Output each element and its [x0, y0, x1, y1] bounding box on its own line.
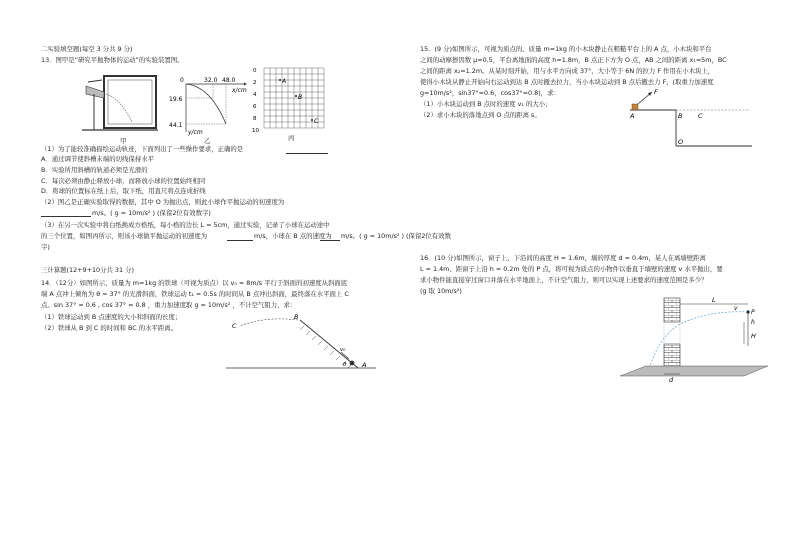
- q13-option-d: D．将球的位置标在纸上后，取下纸，用直尺将点连成折线: [41, 187, 206, 195]
- q15-sub1: （1）小木块运动到 B 点时的速度 v₁ 的大小；: [420, 100, 552, 108]
- q13-part2-line1: （2）图乙是正确实验取得的数据，其中 O 为抛出点，则此小球作平抛运动的初速度为: [41, 198, 285, 206]
- point-b: [295, 95, 297, 97]
- tick-x-48: 48.0: [222, 77, 236, 84]
- section3-title: 三计算题(12+9+10分共 31 分): [41, 266, 134, 274]
- label-theta: θ: [343, 362, 347, 368]
- label-a: A: [362, 361, 367, 369]
- y-unit: y/cm: [188, 129, 203, 136]
- q13-part2-line2: m/s。( g = 10m/s² ) (保留2位有效数字): [92, 209, 211, 217]
- point-c: [311, 119, 313, 121]
- q16-line1: 16．(10 分)如图所示，窗子上、下沿间的高度 H = 1.6m，墙的厚度 d = 0.4m，某人在离墙壁距离: [420, 254, 706, 262]
- q14-sub2: （2）铁球从 B 到 C 的时间和 BC 的水平距离。: [41, 324, 178, 332]
- q15-line4: 使得小木块从静止开始向右运动到达 B 点时撤去拉力，当小木块运动到 B 点后撤去力 F，(取重力加速度: [420, 78, 714, 86]
- ground-plane: [620, 366, 768, 376]
- fig-b-caption: 乙: [204, 137, 211, 145]
- section2-title: 二实验填空题(每空 3 分共 9 分): [41, 45, 133, 53]
- label-b: B: [678, 112, 683, 120]
- grid-tick-0: 0: [253, 68, 257, 74]
- figure-incline: [226, 312, 376, 372]
- q14-line3: 点。sin 37° = 0.6 , cos 37° = 0.8 ，重力加速度取 g = 10m/s² ，不计空气阻力，求：: [41, 301, 297, 309]
- q13-stem: 13．图甲是“研究平抛物体的运动”的实验装置图。: [41, 56, 184, 64]
- q15-sub2: （2）求小木块的落地点到 O 点的距离 s。: [420, 111, 541, 119]
- figure-wall-window: [620, 290, 770, 382]
- q15-line1: 15．(9 分)如图所示，可视为质点的、质量 m=1kg 的小木块静止在粗糙平台上的 A 点，小木块和平台: [420, 45, 712, 53]
- tick-x-0: 0: [180, 77, 184, 84]
- label-point-c: C: [314, 118, 319, 125]
- q13-part3-line2c: m/s。( g = 10m/s² ) (保留2位有效数: [341, 232, 451, 240]
- wall-upper: [664, 298, 680, 322]
- label-p: P: [751, 309, 755, 316]
- label-l: L: [712, 296, 716, 304]
- tick-x-32: 32.0: [204, 77, 218, 84]
- q14-line2: 端 A 点冲上倾角为 θ = 37° 的光滑斜面，铁球运动 t₁ = 0.5s 的时间从 B 点冲出斜面，最终落在水平面上 C: [41, 290, 349, 298]
- label-d: d: [669, 376, 674, 382]
- wood-block: [632, 104, 638, 110]
- label-c: C: [698, 112, 703, 120]
- answer-blank-3[interactable]: [227, 240, 253, 241]
- q13-part3-line2b: m/s，小球在 B 点的速度为: [254, 232, 332, 240]
- q13-option-c: C．每次必须由静止释放小球，而释放小球的位置始终相同: [41, 177, 206, 185]
- answer-blank-4[interactable]: [320, 240, 340, 241]
- x-unit: x/cm: [232, 87, 247, 94]
- incline-surface: [300, 320, 358, 368]
- slope-track: [86, 86, 104, 98]
- grid-tick-2: 2: [253, 80, 257, 86]
- answer-blank-1[interactable]: [286, 153, 328, 154]
- grid-tick-6: 6: [253, 104, 257, 110]
- label-v: v: [734, 305, 738, 312]
- projectile-path: [240, 319, 298, 326]
- q16-line3: 求小物件能直接穿过窗口并落在水平地面上，不计空气阻力，则可以实现上述要求的速度范围是多少？: [420, 276, 708, 284]
- grid-tick-4: 4: [253, 92, 257, 98]
- fig-a-caption: 甲: [120, 137, 127, 145]
- board-frame: [104, 76, 156, 128]
- label-point-b: B: [298, 94, 303, 101]
- label-v0: v₀: [340, 347, 346, 353]
- q13-part3-line1: （3）在另一次实验中将白纸换成方格纸，每小格的边长 L = 5cm，通过实验，记录了小球在运动途中: [41, 221, 330, 229]
- q13-option-a: A．通过调节使斜槽末端的切线保持水平: [41, 155, 155, 163]
- label-c: C: [232, 322, 237, 330]
- label-h-big: H: [751, 332, 756, 340]
- grid-tick-8: 8: [253, 116, 257, 122]
- label-point-a: A: [282, 78, 287, 85]
- label-h: h: [751, 319, 755, 326]
- figure-apparatus: [80, 72, 160, 136]
- tick-y-44-1: 44.1: [169, 122, 183, 129]
- label-o: O: [678, 138, 684, 146]
- label-a: A: [630, 112, 635, 120]
- q13-part3-line2a: 的三个位置，如图丙所示，则该小球做平抛运动的初速度为: [41, 232, 208, 240]
- q14-sub1: （1）铁球运动到 B 点速度的大小和斜面的长度；: [41, 313, 182, 321]
- point-a: [279, 79, 281, 81]
- label-f: F: [654, 88, 658, 96]
- figure-platform: [600, 84, 756, 150]
- answer-blank-2[interactable]: [41, 216, 91, 217]
- q14-line1: 14．（12分）如图所示，质量为 m=1kg 的铁球（可视为质点）以 v₀ = 8m/s 平行于斜面的初速度从斜面底: [41, 279, 348, 287]
- q16-line2: L = 1.4m、距窗子上沿 h = 0.2m 处的 P 点，将可视为质点的小物件以垂直于墙壁的速度 v 水平抛出，要: [420, 265, 723, 273]
- q13-option-b: B．实验所用斜槽的轨道必须是光滑的: [41, 166, 148, 174]
- fig-c-caption: 丙: [288, 134, 295, 142]
- q15-line5: g=10m/s²，sin37°=0.6，cos37°=0.8)，求：: [420, 89, 560, 97]
- label-b: B: [294, 313, 299, 321]
- tick-y-19-6: 19.6: [169, 96, 183, 103]
- q15-line3: 之间的距离 x₂=1.2m。从某时刻开始，用与水平方向成 37°，大小等于 6N 的拉力 F 作用在小木块上，: [420, 67, 715, 75]
- figure-grid: [252, 66, 334, 134]
- q13-part3-line3: 字): [41, 243, 50, 251]
- figure-trajectory: [168, 74, 248, 136]
- q16-line4: (g 取 10m/s²): [420, 287, 462, 295]
- trajectory-curve: [186, 84, 226, 124]
- q13-part1: （1）为了能较准确描绘运动轨迹，下面列出了一些操作要求，正确的是: [41, 145, 244, 153]
- grid-tick-10: 10: [252, 128, 259, 134]
- q15-line2: 之间的动摩擦因数 μ=0.5，平台离地面的高度 h=1.8m，B 点正下方为 O 点，AB 之间的距离 x₁=5m，BC: [420, 56, 727, 64]
- window-opening: [664, 322, 680, 344]
